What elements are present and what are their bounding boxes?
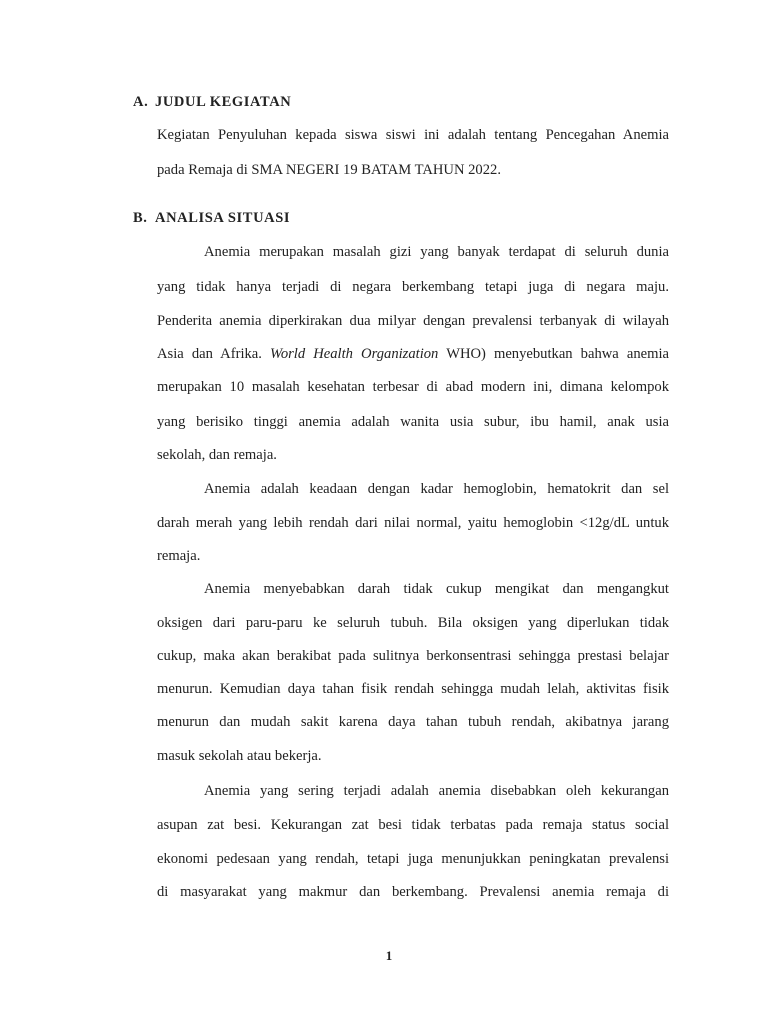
- section-b-letter: B.: [133, 210, 148, 226]
- p1-line-2: yang tidak hanya terjadi di negara berkembang tetapi juga di negara maju.: [157, 279, 669, 295]
- p1-line-7: sekolah, dan remaja.: [157, 447, 277, 463]
- p4-line-1: Anemia yang sering terjadi adalah anemia disebabkan oleh kekurangan: [204, 783, 669, 799]
- p3-line-6: masuk sekolah atau bekerja.: [157, 748, 322, 764]
- section-a-title: JUDUL KEGIATAN: [155, 94, 292, 110]
- p1-line-1: Anemia merupakan masalah gizi yang banyak terdapat di seluruh dunia: [204, 244, 669, 260]
- section-a-heading: [133, 92, 291, 112]
- who-italic-text: World Health Organization: [270, 346, 439, 362]
- section-b-title: ANALISA SITUASI: [155, 210, 291, 226]
- p3-line-5: menurun dan mudah sakit karena daya tahan tubuh rendah, akibatnya jarang: [157, 714, 669, 730]
- p3-line-1: Anemia menyebabkan darah tidak cukup mengikat dan mengangkut: [204, 581, 669, 597]
- p1-line-3: Penderita anemia diperkirakan dua milyar dengan prevalensi terbanyak di wilayah: [157, 313, 669, 329]
- section-a-line-1: Kegiatan Penyuluhan kepada siswa siswi ini adalah tentang Pencegahan Anemia: [157, 127, 669, 143]
- p1-line-6: yang berisiko tinggi anemia adalah wanita usia subur, ibu hamil, anak usia: [157, 414, 669, 430]
- section-a-line-2: pada Remaja di SMA NEGERI 19 BATAM TAHUN 2022.: [157, 162, 501, 178]
- p3-line-2: oksigen dari paru-paru ke seluruh tubuh. Bila oksigen yang diperlukan tidak: [157, 615, 669, 631]
- p3-line-4: menurun. Kemudian daya tahan fisik rendah sehingga mudah lelah, aktivitas fisik: [157, 681, 669, 697]
- p1-line-4: [157, 344, 669, 364]
- section-b-heading: [133, 208, 290, 228]
- p4-line-2: asupan zat besi. Kekurangan zat besi tidak terbatas pada remaja status social: [157, 817, 669, 833]
- p2-line-2: darah merah yang lebih rendah dari nilai normal, yaitu hemoglobin <12g/dL untuk: [157, 515, 669, 531]
- p1-line-5: merupakan 10 masalah kesehatan terbesar di abad modern ini, dimana kelompok: [157, 379, 669, 395]
- p1-line-4-start: Asia dan Afrika.: [157, 346, 262, 362]
- p1-line-4-end: WHO) menyebutkan bahwa anemia: [446, 346, 669, 362]
- p4-line-3: ekonomi pedesaan yang rendah, tetapi juga menunjukkan peningkatan prevalensi: [157, 851, 669, 867]
- p2-line-3: remaja.: [157, 548, 201, 564]
- section-a-letter: A.: [133, 94, 149, 110]
- p4-line-4: di masyarakat yang makmur dan berkembang. Prevalensi anemia remaja di: [157, 884, 669, 900]
- p2-line-1: Anemia adalah keadaan dengan kadar hemoglobin, hematokrit dan sel: [204, 481, 669, 497]
- page-number: 1: [385, 948, 393, 963]
- p3-line-3: cukup, maka akan berakibat pada sulitnya berkonsentrasi sehingga prestasi belajar: [157, 648, 669, 664]
